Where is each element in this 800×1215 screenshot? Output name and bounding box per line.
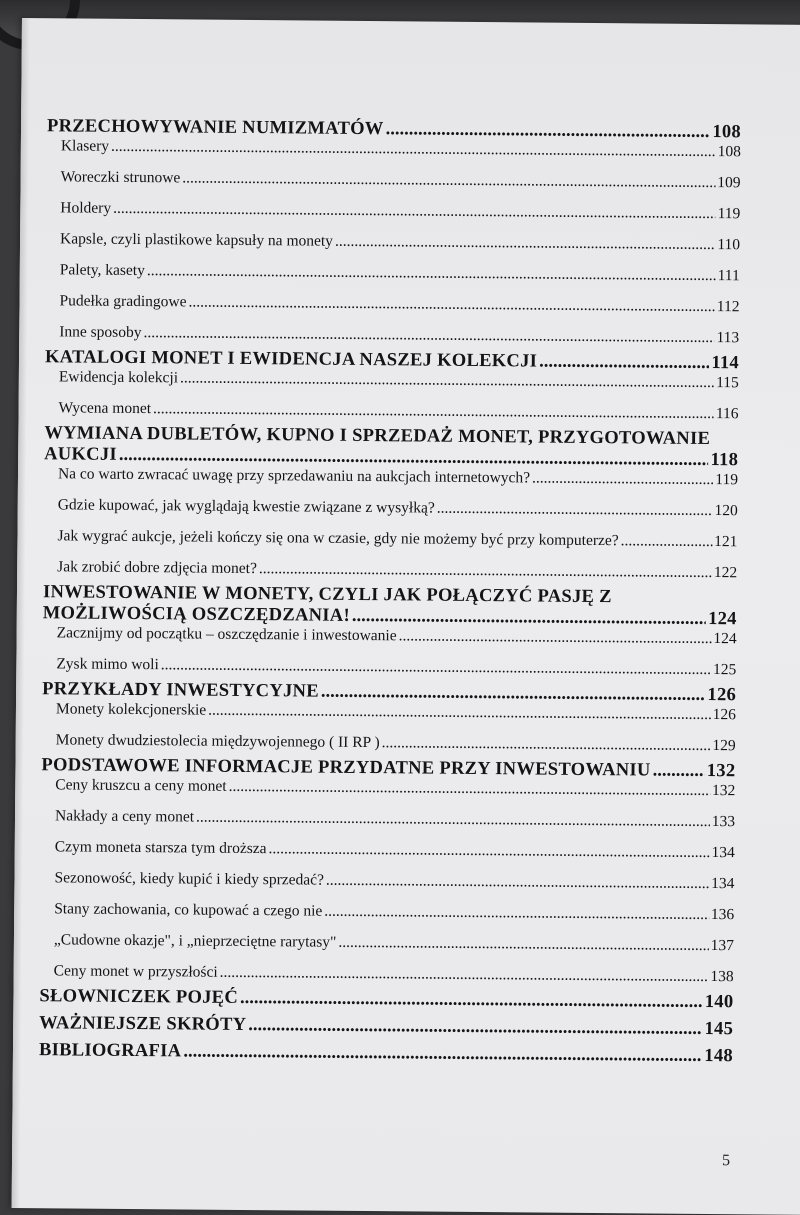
subentry-title: Palety, kasety <box>59 261 145 280</box>
dot-leader <box>248 1015 702 1040</box>
section-heading-line: INWESTOWANIE W MONETY, CZYLI JAK POŁĄCZYĆ PASJĘ Z <box>42 582 612 608</box>
subentry-page-number: 110 <box>717 236 741 254</box>
dot-leader <box>180 369 714 392</box>
subentry-title: „Cudowne okazje", i „nieprzeciętne rarytasy" <box>53 931 337 951</box>
section-page-number: 145 <box>704 1018 734 1040</box>
section-heading-line: WYMIANA DUBLETÓW, KUPNO I SPRZEDAŻ MONET, PRZYGOTOWANIE <box>44 423 711 450</box>
toc-subentry <box>42 731 736 755</box>
toc-subentry <box>46 261 740 285</box>
dot-leader <box>324 903 709 924</box>
section-heading-title: AUKCJI <box>44 444 118 465</box>
toc-subentry <box>45 292 739 316</box>
toc-subentry <box>43 527 737 551</box>
toc-subentry <box>40 962 734 986</box>
section-heading-title: PRZYKŁADY INWESTYCYJNE <box>42 679 319 702</box>
subentry-page-number: 111 <box>717 267 740 285</box>
toc-section <box>39 1013 733 1040</box>
subentry-page-number: 121 <box>714 533 738 551</box>
toc-subentry <box>41 838 735 862</box>
subentry-page-number: 108 <box>717 143 741 161</box>
toc-subentry <box>41 807 735 831</box>
section-heading-title: WAŻNIEJSZE SKRÓTY <box>39 1013 247 1035</box>
subentry-title: Na co warto zwracać uwagę przy sprzedawaniu na aukcjach internetowych? <box>57 465 531 487</box>
dot-leader <box>113 200 716 223</box>
dot-leader <box>539 352 709 374</box>
subentry-title: Kapsle, czyli plastikowe kapsuły na monety <box>60 230 334 250</box>
subentry-title: Inne sposoby <box>59 323 142 342</box>
subentry-page-number: 109 <box>717 174 741 192</box>
dot-leader <box>147 262 716 285</box>
subentry-title: Holdery <box>60 199 112 217</box>
toc-section <box>45 347 740 423</box>
section-page-number: 114 <box>711 353 740 374</box>
toc-section <box>39 1040 733 1067</box>
dot-leader <box>259 560 712 582</box>
subentry-page-number: 125 <box>713 661 737 679</box>
section-heading-bibliografia <box>39 1040 733 1067</box>
table-of-contents <box>39 116 741 1067</box>
subentry-page-number: 132 <box>711 782 736 800</box>
dot-leader <box>208 702 711 724</box>
subentry-page-number: 119 <box>717 205 741 223</box>
subentry-title: Monety dwudziestolecia międzywojennego ( II RP ) <box>55 731 380 752</box>
subentry-title: Ceny kruszcu a ceny monet <box>55 776 227 795</box>
subentry-title: Wycena monet <box>58 399 152 418</box>
section-heading-title: KATALOGI MONET I EWIDENCJA NASZEJ KOLEKCJI <box>44 347 538 372</box>
dot-leader <box>268 840 709 862</box>
toc-section <box>39 986 733 1013</box>
toc-section <box>40 755 736 986</box>
dot-leader <box>399 627 712 648</box>
subentry-title: Zacznijmy od początku – oszczędzanie i inwestowanie <box>56 624 397 645</box>
toc-subentry <box>40 931 734 955</box>
subentry-page-number: 134 <box>711 844 735 862</box>
page-edge-shadow <box>12 18 30 1208</box>
dot-leader <box>182 169 715 192</box>
section-heading-title: SŁOWNICZEK POJĘĆ <box>39 986 239 1008</box>
section-page-number: 118 <box>710 450 739 471</box>
toc-subentry <box>46 199 740 223</box>
subentry-title: Pudełka gradingowe <box>59 292 187 311</box>
page-number: 5 <box>721 1152 731 1170</box>
subentry-title: Jak zrobić dobre zdjęcia monet? <box>57 558 257 578</box>
dot-leader <box>183 1041 702 1067</box>
toc-subentry <box>42 655 736 679</box>
section-heading-wazniejsze-skroty <box>39 1013 733 1040</box>
subentry-title: Woreczki strunowe <box>60 168 181 187</box>
subentry-page-number: 137 <box>710 937 735 955</box>
dot-leader <box>532 469 713 489</box>
toc-section <box>43 423 738 582</box>
section-page-number: 108 <box>712 122 742 143</box>
section-heading-title: MOŻLIWOŚCIĄ OSZCZĘDZANIA! <box>42 603 351 626</box>
section-page-number: 148 <box>704 1045 734 1067</box>
toc-subentry <box>43 558 737 582</box>
dot-leader <box>382 734 711 755</box>
dot-leader <box>220 964 709 986</box>
subentry-page-number: 119 <box>715 471 739 489</box>
subentry-title: Zysk mimo woli <box>56 655 159 674</box>
toc-section <box>45 116 741 347</box>
toc-subentry <box>45 323 739 347</box>
dot-leader <box>338 934 708 955</box>
subentry-page-number: 113 <box>716 329 740 347</box>
subentry-page-number: 133 <box>711 813 736 831</box>
dot-leader <box>143 324 714 347</box>
dot-leader <box>621 532 713 551</box>
toc-subentry <box>40 869 734 893</box>
toc-section <box>42 582 737 679</box>
dot-leader <box>437 500 713 520</box>
subentry-page-number: 122 <box>713 564 738 582</box>
subentry-page-number: 126 <box>712 706 737 724</box>
subentry-title: Nakłady a ceny monet <box>54 807 195 826</box>
dot-leader <box>240 988 703 1013</box>
section-heading-s-owniczek-pojec <box>39 986 733 1013</box>
section-page-number: 126 <box>707 685 737 706</box>
toc-section <box>42 679 737 755</box>
dot-leader <box>188 293 714 316</box>
subentry-title: Klasery <box>60 137 110 155</box>
dot-leader <box>653 761 705 782</box>
toc-subentry <box>47 168 741 192</box>
toc-subentry <box>40 900 734 924</box>
subentry-title: Czym moneta starsza tym droższa <box>54 838 267 858</box>
subentry-title: Jak wygrać aukcje, jeżeli kończy się ona w czasie, gdy nie możemy być przy komputerze? <box>57 527 619 550</box>
subentry-page-number: 115 <box>716 374 739 392</box>
dot-leader <box>386 119 711 143</box>
subentry-page-number: 112 <box>716 298 740 316</box>
subentry-page-number: 136 <box>710 906 735 924</box>
subentry-page-number: 129 <box>712 737 736 755</box>
section-page-number: 124 <box>708 609 737 630</box>
subentry-title: Ceny monet w przyszłości <box>53 962 218 981</box>
subentry-title: Sezonowość, kiedy kupić i kiedy sprzedać? <box>54 869 325 889</box>
section-page-number: 140 <box>704 991 734 1013</box>
subentry-title: Ewidencja kolekcji <box>58 368 179 387</box>
subentry-title: Monety kolekcjonerskie <box>55 700 207 719</box>
subentry-page-number: 138 <box>710 968 734 986</box>
dot-leader <box>153 400 714 423</box>
subentry-title: Stany zachowania, co kupować a czego nie <box>54 900 323 920</box>
subentry-page-number: 124 <box>713 630 737 648</box>
dot-leader <box>161 656 711 679</box>
subentry-title: Gdzie kupować, jak wyglądają kwestie związane z wysyłką? <box>57 496 435 517</box>
subentry-page-number: 116 <box>715 405 739 423</box>
section-heading-title: BIBLIOGRAFIA <box>38 1040 182 1062</box>
section-heading-title: PODSTAWOWE INFORMACJE PRZYDATNE PRZY INWESTOWANIU <box>41 755 651 781</box>
toc-subentry <box>46 230 740 254</box>
subentry-page-number: 120 <box>714 502 738 520</box>
toc-subentry <box>44 496 738 520</box>
dot-leader <box>326 872 709 893</box>
section-heading-title: PRZECHOWYWANIE NUMIZMATÓW <box>46 116 384 140</box>
dot-leader <box>229 778 711 800</box>
dot-leader <box>335 233 716 254</box>
book-page <box>12 18 800 1215</box>
subentry-page-number: 134 <box>711 875 735 893</box>
dot-leader <box>196 809 710 831</box>
toc-subentry <box>45 399 739 423</box>
section-page-number: 132 <box>706 761 736 782</box>
